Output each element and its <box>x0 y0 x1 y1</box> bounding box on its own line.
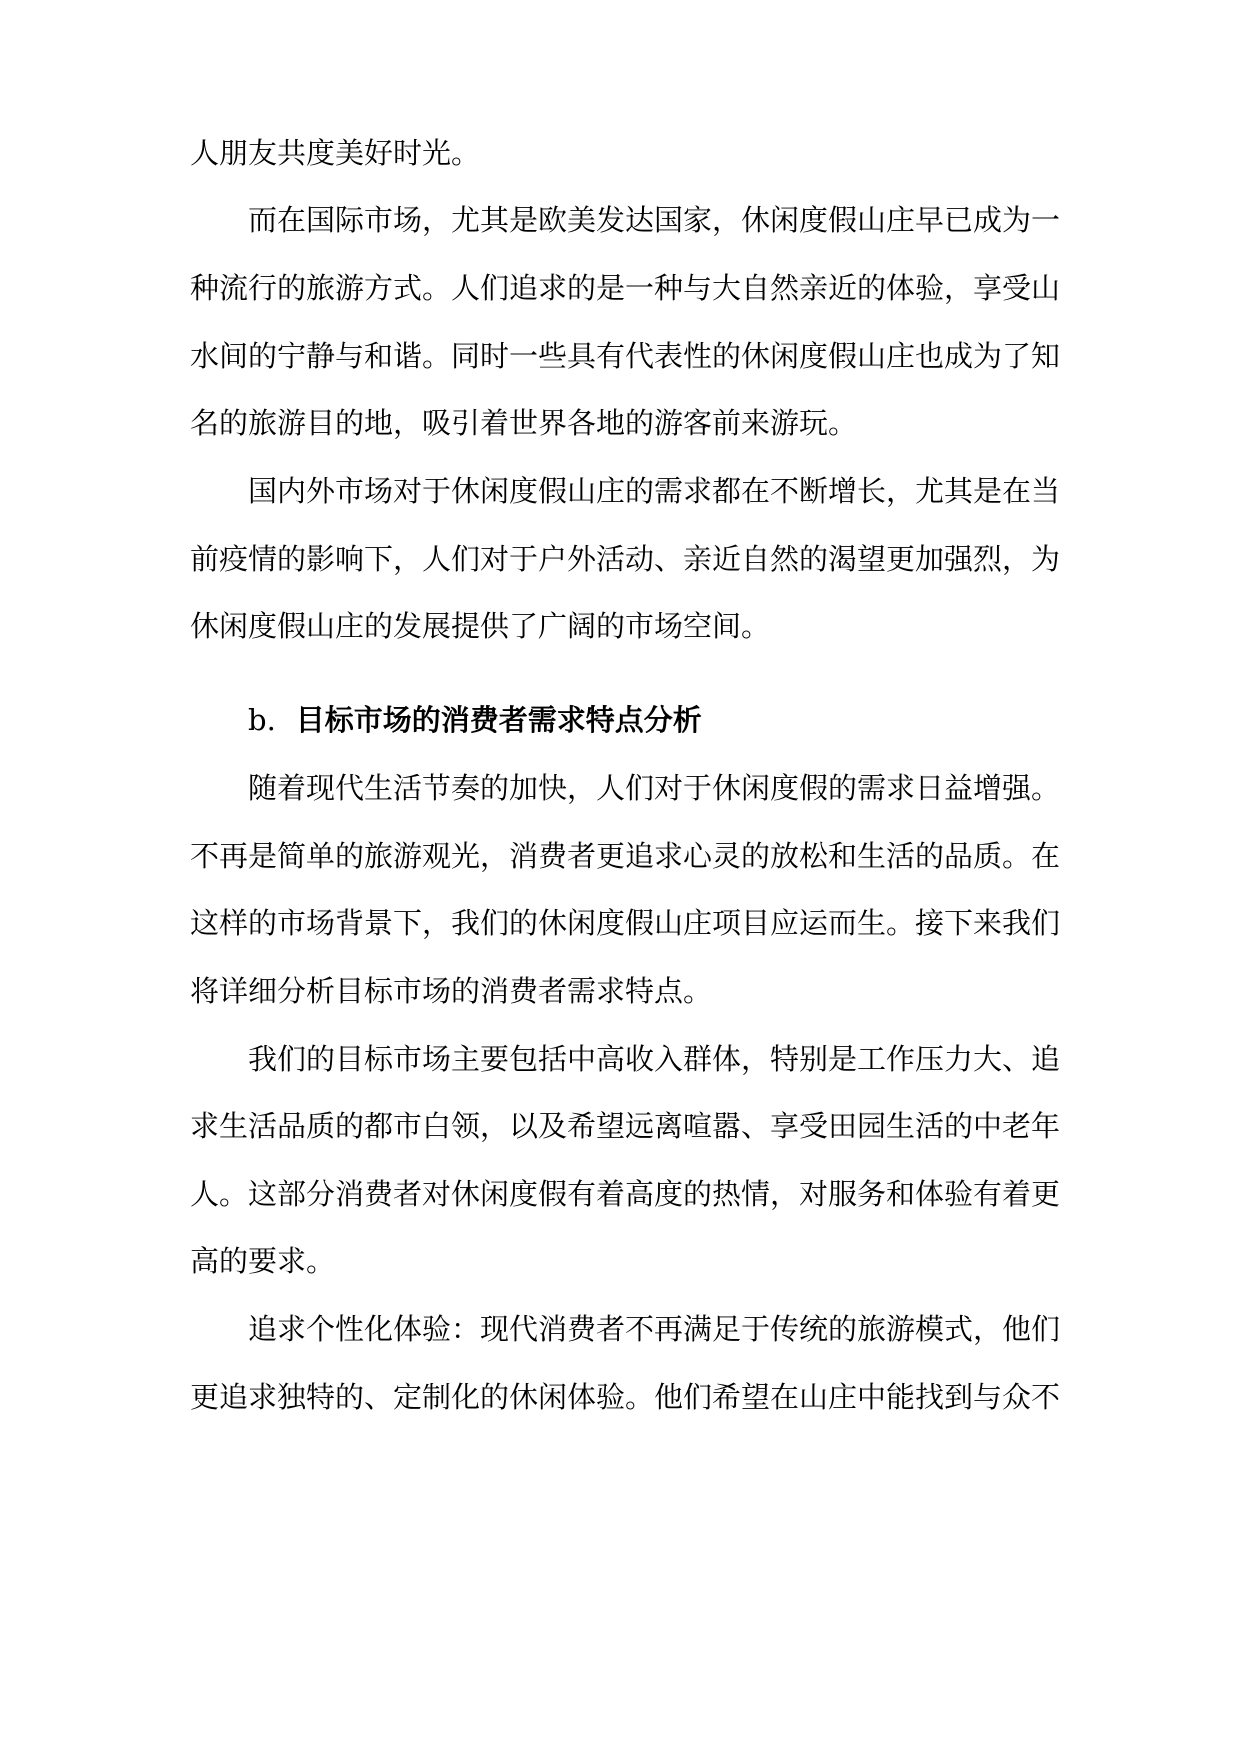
paragraph-2-line-2: 种流行的旅游方式。人们追求的是一种与大自然亲近的体验，享受山 <box>190 271 1060 305</box>
paragraph-3-line-2: 前疫情的影响下，人们对于户外活动、亲近自然的渴望更加强烈，为 <box>190 542 1060 576</box>
paragraph-5-line-3: 人。这部分消费者对休闲度假有着高度的热情，对服务和体验有着更 <box>190 1177 1060 1211</box>
paragraph-2-line-3: 水间的宁静与和谐。同时一些具有代表性的休闲度假山庄也成为了知 <box>190 339 1060 373</box>
paragraph-4-line-4: 将详细分析目标市场的消费者需求特点。 <box>190 974 713 1008</box>
section-heading <box>248 700 702 740</box>
paragraph-3-line-1: 国内外市场对于休闲度假山庄的需求都在不断增长，尤其是在当 <box>248 474 1060 508</box>
paragraph-5-line-4: 高的要求。 <box>190 1244 336 1278</box>
paragraph-4-line-3: 这样的市场背景下，我们的休闲度假山庄项目应运而生。接下来我们 <box>190 906 1060 940</box>
paragraph-6-line-2: 更追求独特的、定制化的休闲体验。他们希望在山庄中能找到与众不 <box>190 1380 1060 1414</box>
paragraph-3-line-3: 休闲度假山庄的发展提供了广阔的市场空间。 <box>190 609 771 643</box>
paragraph-4-line-1: 随着现代生活节奏的加快，人们对于休闲度假的需求日益增强。 <box>248 771 1060 805</box>
paragraph-6-line-1: 追求个性化体验：现代消费者不再满足于传统的旅游模式，他们 <box>248 1312 1060 1346</box>
paragraph-5-line-2: 求生活品质的都市白领，以及希望远离喧嚣、享受田园生活的中老年 <box>190 1109 1060 1143</box>
section-heading-text: 目标市场的消费者需求特点分析 <box>295 703 702 737</box>
paragraph-5-line-1: 我们的目标市场主要包括中高收入群体，特别是工作压力大、追 <box>248 1042 1060 1076</box>
paragraph-2-line-1: 而在国际市场，尤其是欧美发达国家，休闲度假山庄早已成为一 <box>248 203 1060 237</box>
paragraph-1-line-1: 人朋友共度美好时光。 <box>190 136 481 170</box>
paragraph-4-line-2: 不再是简单的旅游观光，消费者更追求心灵的放松和生活的品质。在 <box>190 839 1060 873</box>
section-heading-marker: b. <box>248 703 276 737</box>
paragraph-2-line-4: 名的旅游目的地，吸引着世界各地的游客前来游玩。 <box>190 406 858 440</box>
